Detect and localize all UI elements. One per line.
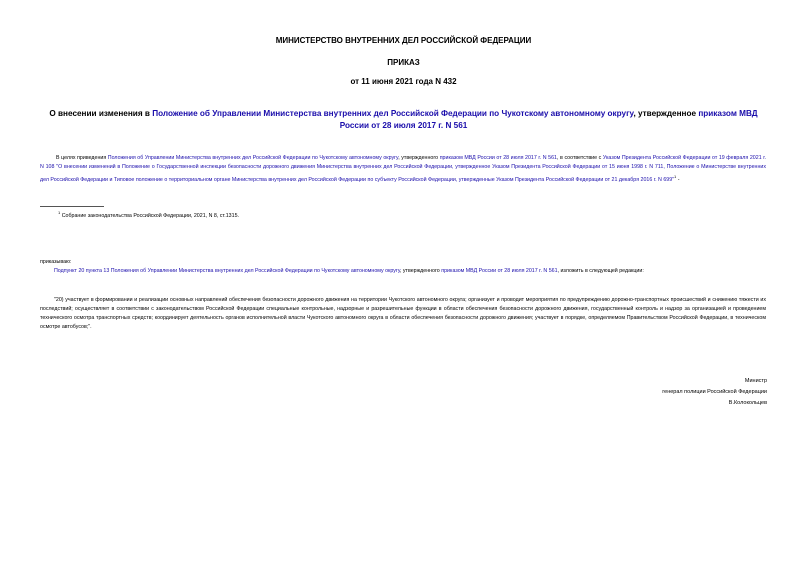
footnote-text: Собрание законодательства Российской Федерации, 2021, N 8, ст.1315. — [61, 212, 239, 219]
signature-block — [662, 376, 767, 409]
preamble-footnote-mark[interactable]: 1 — [674, 174, 677, 179]
signature-rank: генерал полиции Российской Федерации — [662, 389, 767, 395]
ministry-heading: МИНИСТЕРСТВО ВНУТРЕННИХ ДЕЛ РОССИЙСКОЙ ФЕДЕРАЦИИ — [275, 36, 532, 45]
item-paragraph — [40, 267, 766, 276]
preamble-text-4[interactable]: "О внесении изменений в Положение о Государственной инспекции безопасности дорожного движения Министерства внутренних дел Российской Федерации, утвержденное Указом Президента Российской Федерации от 15 июня 1998 г. N 711, Положение о Министерстве внутренних дел Российской Федерации и Типовое положение о территориальном органе Министерства внутренних дел Российской Федерации по субъекту Российской Федерации, утвержденные Указом Президента Российской Федерации от 21 декабря 2016 г. N 699" — [40, 164, 766, 183]
preamble-text-1: В целях приведения — [56, 155, 108, 161]
item-link-subpoint[interactable]: Подпункт 20 пункта 13 — [54, 268, 110, 274]
preamble-text-3: , в соответствие с — [557, 155, 603, 161]
item-text-2: , утвержденного — [399, 268, 442, 274]
item-text-3: , изложить в следующей редакции: — [557, 268, 644, 274]
preamble-paragraph — [40, 154, 766, 185]
footnote-mark: 1 — [58, 210, 61, 215]
title-link-order[interactable]: приказом МВД России от 28 июля 2017 г. N 561 — [339, 109, 758, 130]
preamble-text-5: - — [676, 176, 680, 183]
title-middle: , утвержденное — [633, 109, 699, 118]
preamble-link-regulation[interactable]: Положения об Управлении Министерства внутренних дел Российской Федерации по Чукотскому автономному округу — [107, 155, 399, 161]
quoted-subpoint-text: "20) участвует в формировании и реализации основных направлений обеспечения безопасности дорожного движения на территории Чукотского автономного округа; организует и проводит мероприятия по предупреждению дорожно-транспортных происшествий и снижению тяжести их последствий; осуществляет в соответствии с законодательством Российской Федерации специальные контрольные, надзорные и разрешительные функции в области обеспечения безопасности дорожного движения, государственный контроль и надзор за организацией и проведением технического осмотра транспортных средств; координирует деятельность органов исполнительной власти Чукотского автономного округа в области обеспечения безопасности дорожного движения; участвует в порядке, определяемом Правительством Российской Федерации, в техническом осмотре автобусов;". — [40, 297, 766, 330]
preamble-text-2: , утвержденного — [398, 155, 440, 161]
title-link-regulation[interactable]: Положение об Управлении Министерства внутренних дел Российской Федерации по Чукотскому автономному округу — [152, 109, 634, 118]
doc-type-heading: ПРИКАЗ — [387, 58, 420, 67]
document-title — [40, 108, 767, 132]
date-number-heading: от 11 июня 2021 года N 432 — [350, 77, 457, 86]
item-link-order[interactable]: приказом МВД России от 28 июля 2017 г. N 561 — [441, 268, 558, 274]
signature-name: В.Колокольцев — [728, 400, 767, 406]
signature-role: Министр — [744, 378, 767, 384]
preamble-link-decree[interactable]: Указом Президента Российской Федерации от 19 февраля 2021 г. N 108 — [40, 155, 766, 170]
title-prefix: О внесении изменения в — [49, 109, 153, 118]
item-link-regulation[interactable]: Положения об Управлении Министерства внутренних дел Российской Федерации по Чукотскому автономному округу — [110, 268, 400, 274]
preamble-link-order[interactable]: приказом МВД России от 28 июля 2017 г. N 561 — [439, 155, 557, 161]
footnote — [58, 210, 239, 219]
order-word: приказываю: — [40, 259, 72, 265]
footnote-divider — [40, 206, 104, 207]
